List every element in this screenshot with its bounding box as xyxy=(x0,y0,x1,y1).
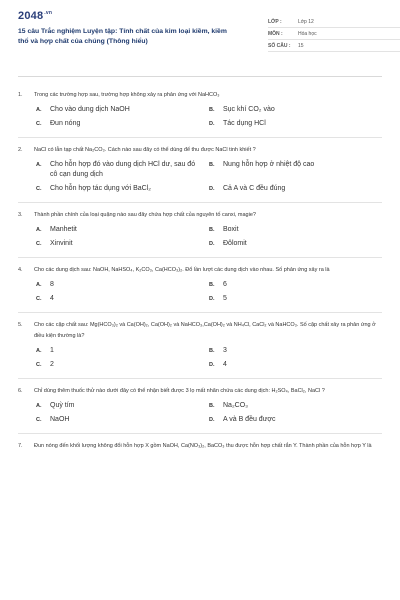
option-text: NaOH xyxy=(50,416,70,423)
option-text: Manhetit xyxy=(50,226,77,233)
question-line xyxy=(18,145,382,156)
option-text: 2 xyxy=(50,361,54,368)
answer-option[interactable] xyxy=(36,280,209,290)
option-letter: A. xyxy=(36,282,42,288)
answer-options xyxy=(36,401,382,425)
option-text: Na₂CO₃ xyxy=(223,402,249,409)
question-text: Cho các cặp chất sau: Mg(HCO₃)₂ và Ca(OH)₂, Ca(OH)₂ và NaHCO₃,Ca(OH)₂ và NH₄Cl, CaCl₂ và NaHCO₃. Số cặp chất xảy ra phản ứng ở điều kiện thường là? xyxy=(34,322,376,339)
question-item xyxy=(18,379,382,434)
meta-key: MÔN : xyxy=(268,30,283,37)
question-text: Đun nóng đến khối lượng không đổi hỗn hợp X gồm NaOH, Ca(NO₃)₂, BaCO₃ thu được hỗn hợp chất rắn Y. Thành phần của hỗn hợp Y là xyxy=(34,443,372,449)
answer-option[interactable] xyxy=(36,346,209,356)
question-item xyxy=(18,83,382,138)
option-letter: A. xyxy=(36,403,42,409)
logo-suffix: .vn xyxy=(44,10,53,16)
answer-option[interactable] xyxy=(209,119,382,129)
question-number: 4. xyxy=(18,267,23,273)
option-text: 8 xyxy=(50,281,54,288)
question-text: Trong các trường hợp sau, trường hợp không xảy ra phản ứng với NaHCO₃ xyxy=(34,92,220,98)
question-item xyxy=(18,434,382,460)
question-item xyxy=(18,313,382,379)
option-text: Tác dụng HCl xyxy=(223,120,266,127)
option-letter: B. xyxy=(209,403,215,409)
option-letter: B. xyxy=(209,162,215,168)
answer-option[interactable] xyxy=(209,239,382,249)
option-text: 4 xyxy=(50,295,54,302)
option-text: Cả A và C đều đúng xyxy=(223,185,286,192)
question-text: Cho các dung dịch sau: NaOH, NaHSO₄, K₂CO₃, Ca(HCO₃)₂. Đổ lần lượt các dung dịch vào nhau. Số phản ứng xảy ra là xyxy=(34,267,330,273)
answer-option[interactable] xyxy=(36,160,209,180)
answer-option[interactable] xyxy=(36,119,209,129)
option-text: 1 xyxy=(50,347,54,354)
option-letter: A. xyxy=(36,162,42,168)
answer-option[interactable] xyxy=(209,105,382,115)
option-text: 4 xyxy=(223,361,227,368)
document-title: 15 câu Trắc nghiệm Luyện tập: Tính chất của kim loại kiềm, kiềm thổ và hợp chất của chúng (Thông hiểu) xyxy=(18,28,227,45)
option-letter: C. xyxy=(36,241,42,247)
option-text: Sục khí CO₂ vào xyxy=(223,106,275,113)
option-letter: D. xyxy=(209,121,215,127)
answer-options xyxy=(36,160,382,194)
option-letter: C. xyxy=(36,417,42,423)
option-letter: B. xyxy=(209,227,215,233)
option-letter: D. xyxy=(209,362,215,368)
question-text: Thành phần chính của loại quặng nào sau đây chứa hợp chất của nguyên tố canxi, magie? xyxy=(34,212,256,218)
option-letter: D. xyxy=(209,296,215,302)
meta-value: Lớp 12 xyxy=(298,18,314,25)
question-item xyxy=(18,203,382,258)
option-letter: B. xyxy=(209,348,215,354)
option-letter: C. xyxy=(36,186,42,192)
meta-value: Hóa học xyxy=(298,30,317,37)
option-letter: A. xyxy=(36,107,42,113)
answer-option[interactable] xyxy=(209,401,382,411)
answer-option[interactable] xyxy=(36,360,209,370)
question-text: Chỉ dùng thêm thuốc thử nào dưới đây có thể nhận biết được 3 lọ mất nhãn chứa các dung dịch: H₂SO₄, BaCl₂, NaCl ? xyxy=(34,388,325,394)
option-letter: D. xyxy=(209,186,215,192)
option-text: Cho vào dung dịch NaOH xyxy=(50,106,130,113)
answer-option[interactable] xyxy=(209,294,382,304)
answer-option[interactable] xyxy=(209,360,382,370)
answer-option[interactable] xyxy=(36,294,209,304)
answer-option[interactable] xyxy=(209,280,382,290)
option-letter: C. xyxy=(36,296,42,302)
question-number: 3. xyxy=(18,212,23,218)
question-number: 6. xyxy=(18,388,23,394)
answer-options xyxy=(36,105,382,129)
option-text: Quỳ tím xyxy=(50,402,75,409)
question-line xyxy=(18,210,382,221)
logo-text: 2048 xyxy=(18,10,44,22)
option-letter: B. xyxy=(209,282,215,288)
answer-option[interactable] xyxy=(36,415,209,425)
option-text: Đôlomit xyxy=(223,240,247,247)
question-line xyxy=(18,386,382,397)
header-divider xyxy=(18,76,382,77)
option-text: A và B đều được xyxy=(223,416,276,423)
option-text: Cho hỗn hợp tác dụng với BaCl₂ xyxy=(50,185,152,192)
answer-option[interactable] xyxy=(209,184,382,194)
option-letter: A. xyxy=(36,348,42,354)
answer-option[interactable] xyxy=(36,239,209,249)
answer-option[interactable] xyxy=(209,415,382,425)
answer-options xyxy=(36,280,382,304)
option-letter: D. xyxy=(209,417,215,423)
option-text: 3 xyxy=(223,347,227,354)
option-letter: A. xyxy=(36,227,42,233)
option-text: Cho hỗn hợp đó vào dung dịch HCl dư, sau đó cô cạn dung dịch xyxy=(50,161,196,178)
answer-option[interactable] xyxy=(36,105,209,115)
answer-option[interactable] xyxy=(36,401,209,411)
answer-option[interactable] xyxy=(209,346,382,356)
question-line xyxy=(18,441,382,452)
answer-option[interactable] xyxy=(209,225,382,235)
option-letter: B. xyxy=(209,107,215,113)
option-text: Boxit xyxy=(223,226,239,233)
option-text: 5 xyxy=(223,295,227,302)
question-number: 5. xyxy=(18,322,23,328)
meta-row-subject xyxy=(268,28,400,40)
option-text: Nung hỗn hợp ở nhiệt độ cao xyxy=(223,161,315,168)
question-line xyxy=(18,90,382,101)
question-number: 7. xyxy=(18,443,23,449)
document-header xyxy=(18,10,382,66)
question-number: 2. xyxy=(18,147,23,153)
answer-option[interactable] xyxy=(36,184,209,194)
question-line xyxy=(18,265,382,276)
meta-row-class xyxy=(268,16,400,28)
answer-option[interactable] xyxy=(209,160,382,180)
meta-table xyxy=(268,16,400,52)
answer-options xyxy=(36,346,382,370)
question-item xyxy=(18,138,382,203)
question-text: NaCl có lẫn tạp chất Na₂CO₃. Cách nào sau đây có thể dùng để thu được NaCl tinh khiết ? xyxy=(34,147,256,153)
answer-options xyxy=(36,225,382,249)
meta-row-count xyxy=(268,40,400,52)
question-number: 1. xyxy=(18,92,23,98)
option-letter: D. xyxy=(209,241,215,247)
option-text: 6 xyxy=(223,281,227,288)
option-letter: C. xyxy=(36,362,42,368)
meta-key: LỚP : xyxy=(268,18,282,25)
option-letter: C. xyxy=(36,121,42,127)
question-list xyxy=(18,83,382,460)
answer-option[interactable] xyxy=(36,225,209,235)
meta-key: SỐ CÂU : xyxy=(268,42,291,49)
option-text: Xinvinit xyxy=(50,240,73,247)
question-line xyxy=(18,320,382,342)
meta-value: 15 xyxy=(298,42,304,49)
option-text: Đun nóng xyxy=(50,120,81,127)
question-item xyxy=(18,258,382,313)
